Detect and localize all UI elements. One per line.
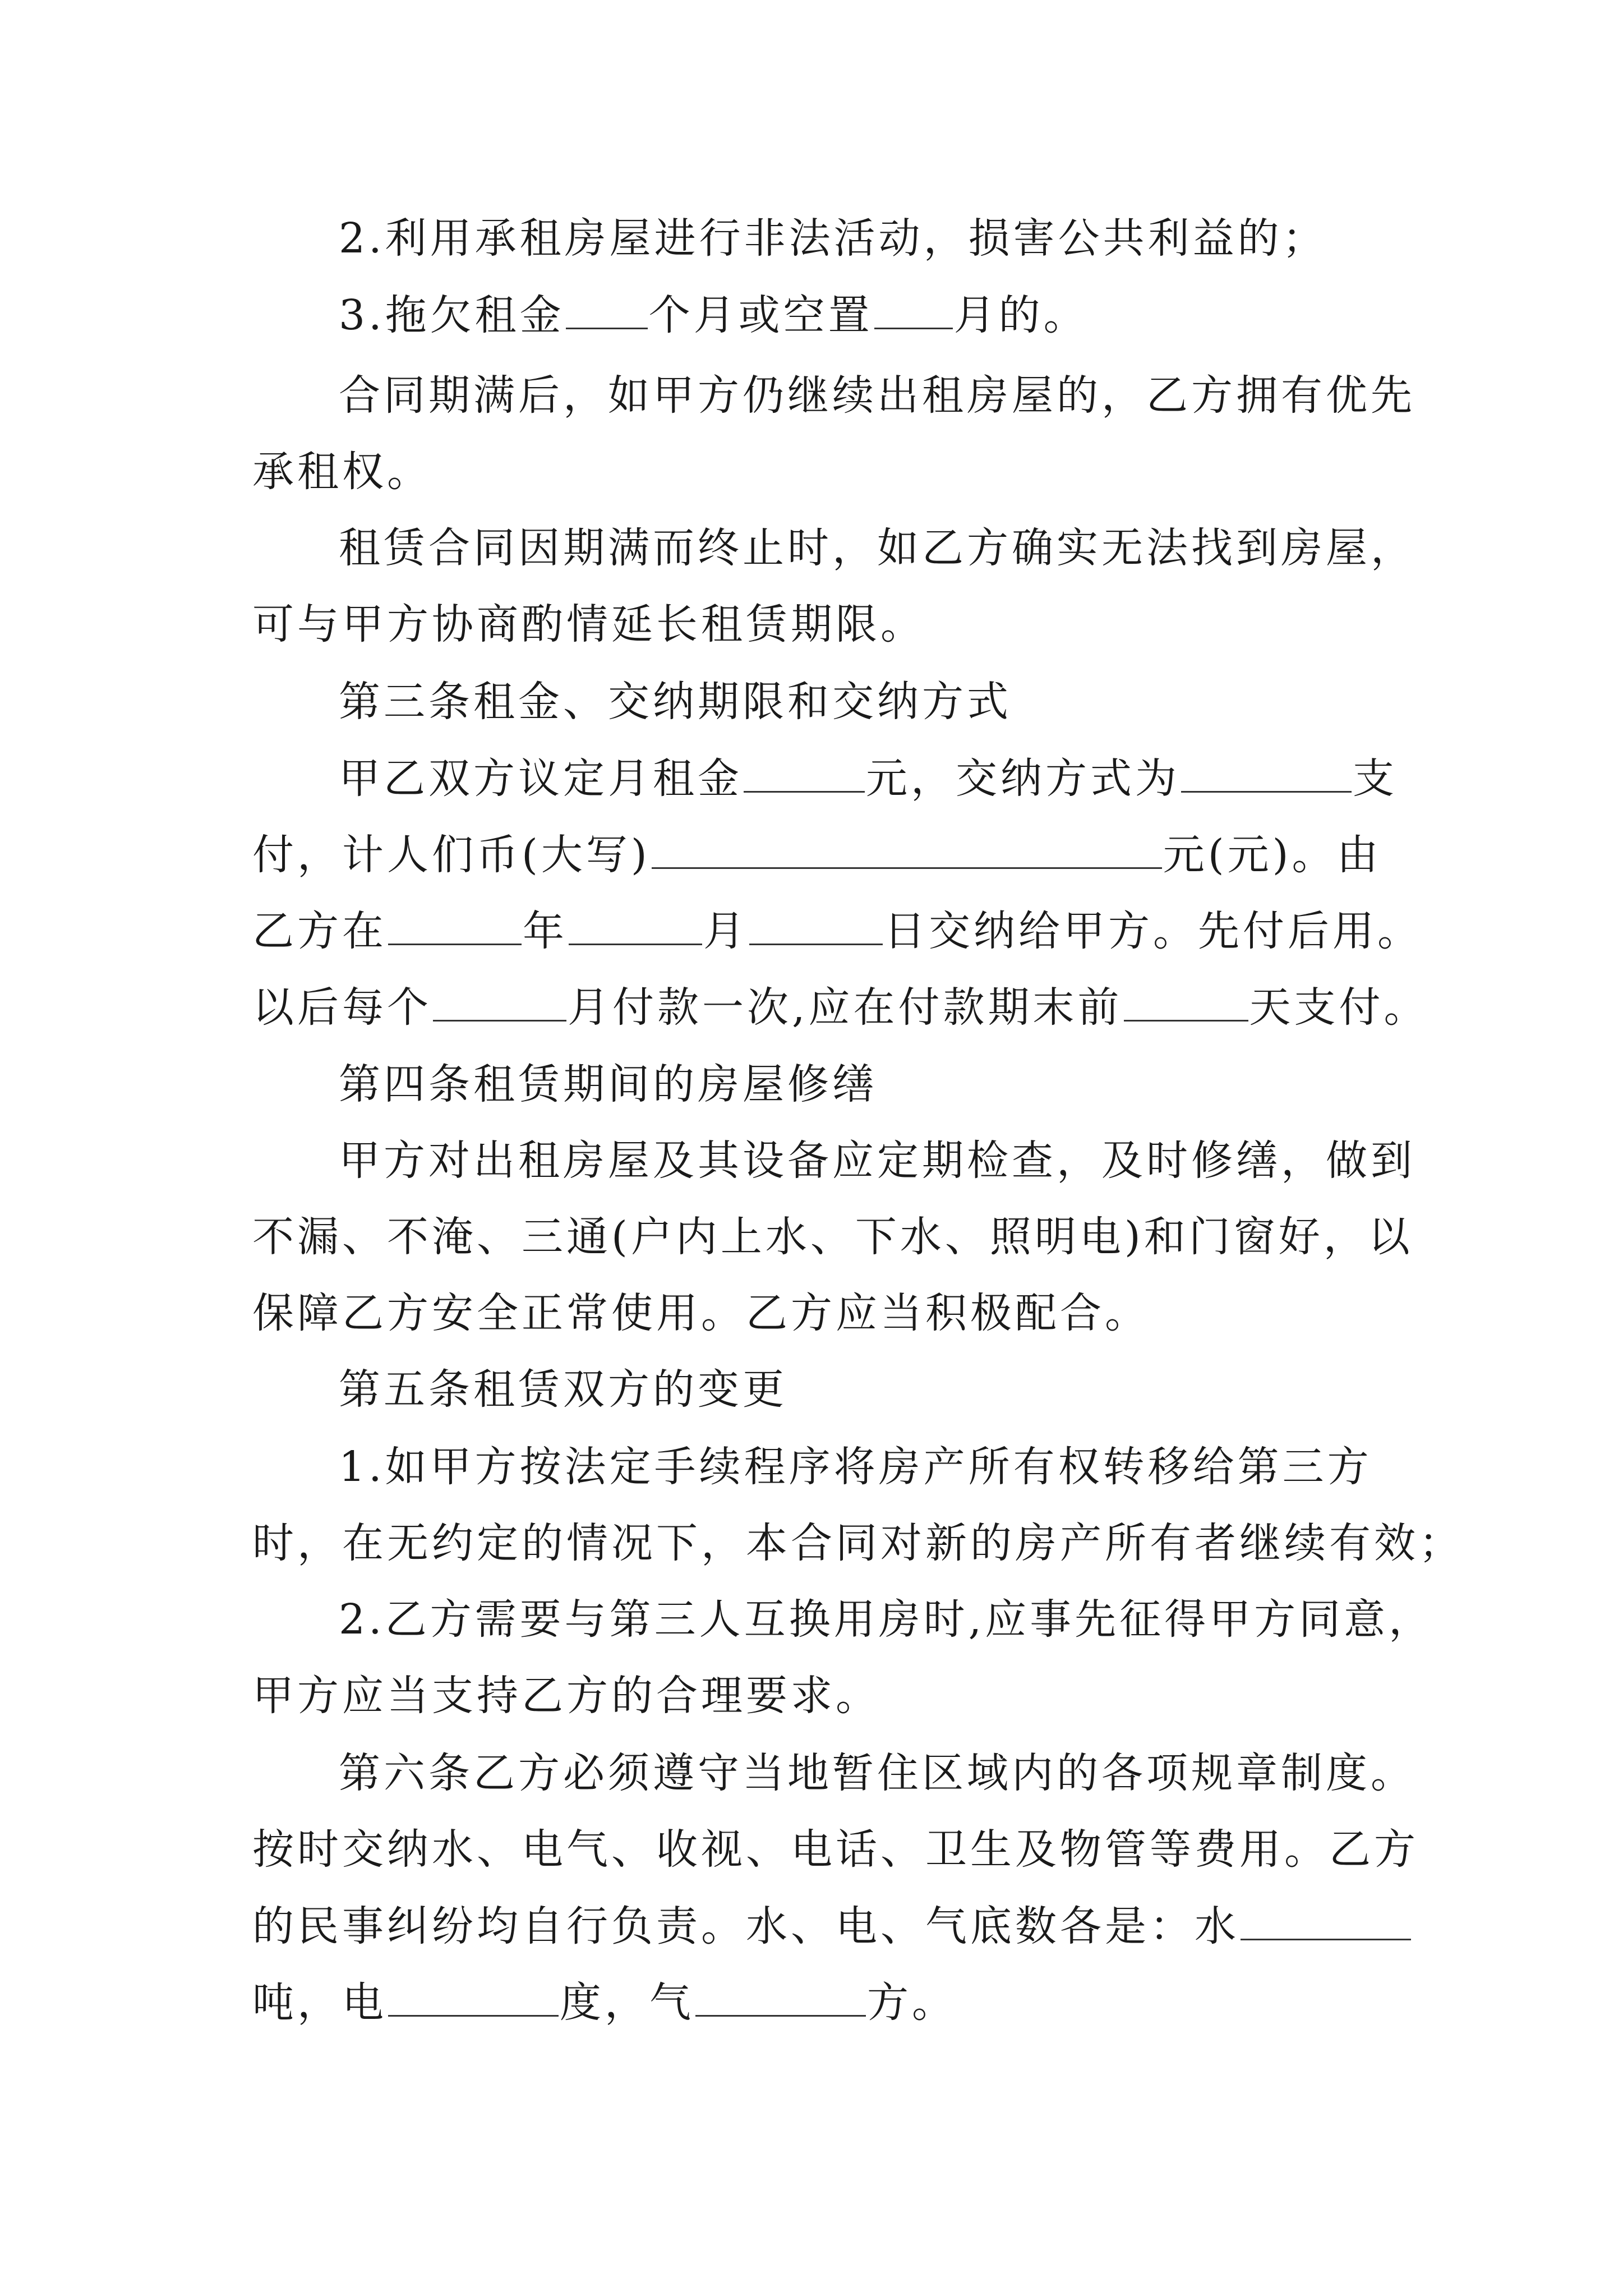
months-vacant-blank[interactable] xyxy=(874,294,953,329)
line-text: 以后每个 xyxy=(252,983,432,1032)
line-text: 甲方应当支持乙方的合理要求。 xyxy=(252,1672,880,1720)
payment-method-blank[interactable] xyxy=(1181,757,1352,793)
line-text: 1.如甲方按法定手续程序将房产所有权转移给第三方 xyxy=(339,1443,1372,1491)
article-5-heading xyxy=(339,1365,787,1414)
water-reading-blank[interactable] xyxy=(1241,1905,1411,1940)
line-text: 租赁合同因期满而终止时，如乙方确实无法找到房屋， xyxy=(339,524,1415,572)
line-text: 承租权。 xyxy=(252,448,432,496)
article-6-heading xyxy=(339,1749,1415,1797)
payment-date-line xyxy=(252,907,1422,955)
month-blank[interactable] xyxy=(569,910,702,945)
day-blank[interactable] xyxy=(749,910,883,945)
payment-interval-blank[interactable] xyxy=(433,986,566,1022)
paragraph-line xyxy=(252,1289,1150,1337)
payment-schedule-line xyxy=(252,983,1429,1032)
line-text: 2.乙方需要与第三人互换用房时,应事先征得甲方同意， xyxy=(339,1595,1434,1644)
line-text: 元，交纳方式为 xyxy=(866,754,1180,803)
line-text: 按时交纳水、电气、收视、电话、卫生及物管等费用。乙方 xyxy=(252,1825,1419,1874)
utility-readings-line xyxy=(252,1902,1412,1950)
line-text: 天支付。 xyxy=(1249,983,1429,1032)
amount-in-words-blank[interactable] xyxy=(652,834,1162,869)
clause-item-2 xyxy=(339,214,1327,263)
paragraph-line xyxy=(252,600,925,648)
line-text: 第四条租赁期间的房屋修缮 xyxy=(339,1060,877,1108)
paragraph-line xyxy=(252,1213,1413,1261)
line-text: 月付款一次,应在付款期末前 xyxy=(568,983,1123,1032)
article-4-heading xyxy=(339,1060,877,1108)
monthly-rent-blank[interactable] xyxy=(744,757,865,793)
line-text: 元(元)。由 xyxy=(1163,831,1382,879)
gas-reading-blank[interactable] xyxy=(695,1981,866,2017)
line-text: 吨，电 xyxy=(252,1978,387,2027)
paragraph-line xyxy=(252,1519,1464,1567)
line-text: 第三条租金、交纳期限和交纳方式 xyxy=(339,678,1012,726)
line-text: 可与甲方协商酌情延长租赁期限。 xyxy=(252,600,925,648)
paragraph-line xyxy=(339,1595,1434,1644)
line-text: 付，计人们币(大写) xyxy=(252,831,651,879)
line-text: 支 xyxy=(1353,754,1398,803)
line-text: 时，在无约定的情况下，本合同对新的房产所有者继续有效； xyxy=(252,1519,1464,1567)
line-text: 3.拖欠租金 xyxy=(339,291,565,339)
paragraph-line xyxy=(252,448,432,496)
paragraph-line xyxy=(339,1137,1415,1185)
line-text: 乙方在 xyxy=(252,907,387,955)
paragraph-line xyxy=(339,1443,1372,1491)
clause-item-3 xyxy=(339,291,1089,339)
line-text: 甲乙双方议定月租金 xyxy=(339,754,743,803)
line-text: 月的。 xyxy=(953,291,1089,339)
line-text: 度，气 xyxy=(560,1978,694,2027)
electricity-reading-blank[interactable] xyxy=(388,1981,559,2017)
payment-days-blank[interactable] xyxy=(1124,986,1248,1022)
year-blank[interactable] xyxy=(388,910,522,945)
line-text: 个月或空置 xyxy=(648,291,873,339)
line-text: 第六条乙方必须遵守当地暂住区域内的各项规章制度。 xyxy=(339,1749,1415,1797)
line-text: 月 xyxy=(703,907,748,955)
line-text: 方。 xyxy=(867,1978,957,2027)
months-overdue-blank[interactable] xyxy=(566,294,648,329)
rent-amount-line xyxy=(252,831,1382,879)
paragraph-line xyxy=(339,371,1415,420)
rent-line xyxy=(339,754,1398,803)
paragraph-line xyxy=(252,1672,880,1720)
line-text: 日交纳给甲方。先付后用。 xyxy=(884,907,1422,955)
line-text: 甲方对出租房屋及其设备应定期检查，及时修缮，做到 xyxy=(339,1137,1415,1185)
paragraph-line xyxy=(252,1825,1419,1874)
utility-readings-line-2 xyxy=(252,1978,957,2027)
line-text: 第五条租赁双方的变更 xyxy=(339,1365,787,1414)
line-text: 的民事纠纷均自行负责。水、电、气底数各是：水 xyxy=(252,1902,1239,1950)
line-text: 合同期满后，如甲方仍继续出租房屋的，乙方拥有优先 xyxy=(339,371,1415,420)
line-text: 保障乙方安全正常使用。乙方应当积极配合。 xyxy=(252,1289,1150,1337)
paragraph-line xyxy=(339,524,1415,572)
line-text: 不漏、不淹、三通(户内上水、下水、照明电)和门窗好，以 xyxy=(252,1213,1413,1261)
line-text: 2.利用承租房屋进行非法活动，损害公共利益的； xyxy=(339,214,1327,263)
line-text: 年 xyxy=(523,907,568,955)
article-3-heading xyxy=(339,678,1012,726)
